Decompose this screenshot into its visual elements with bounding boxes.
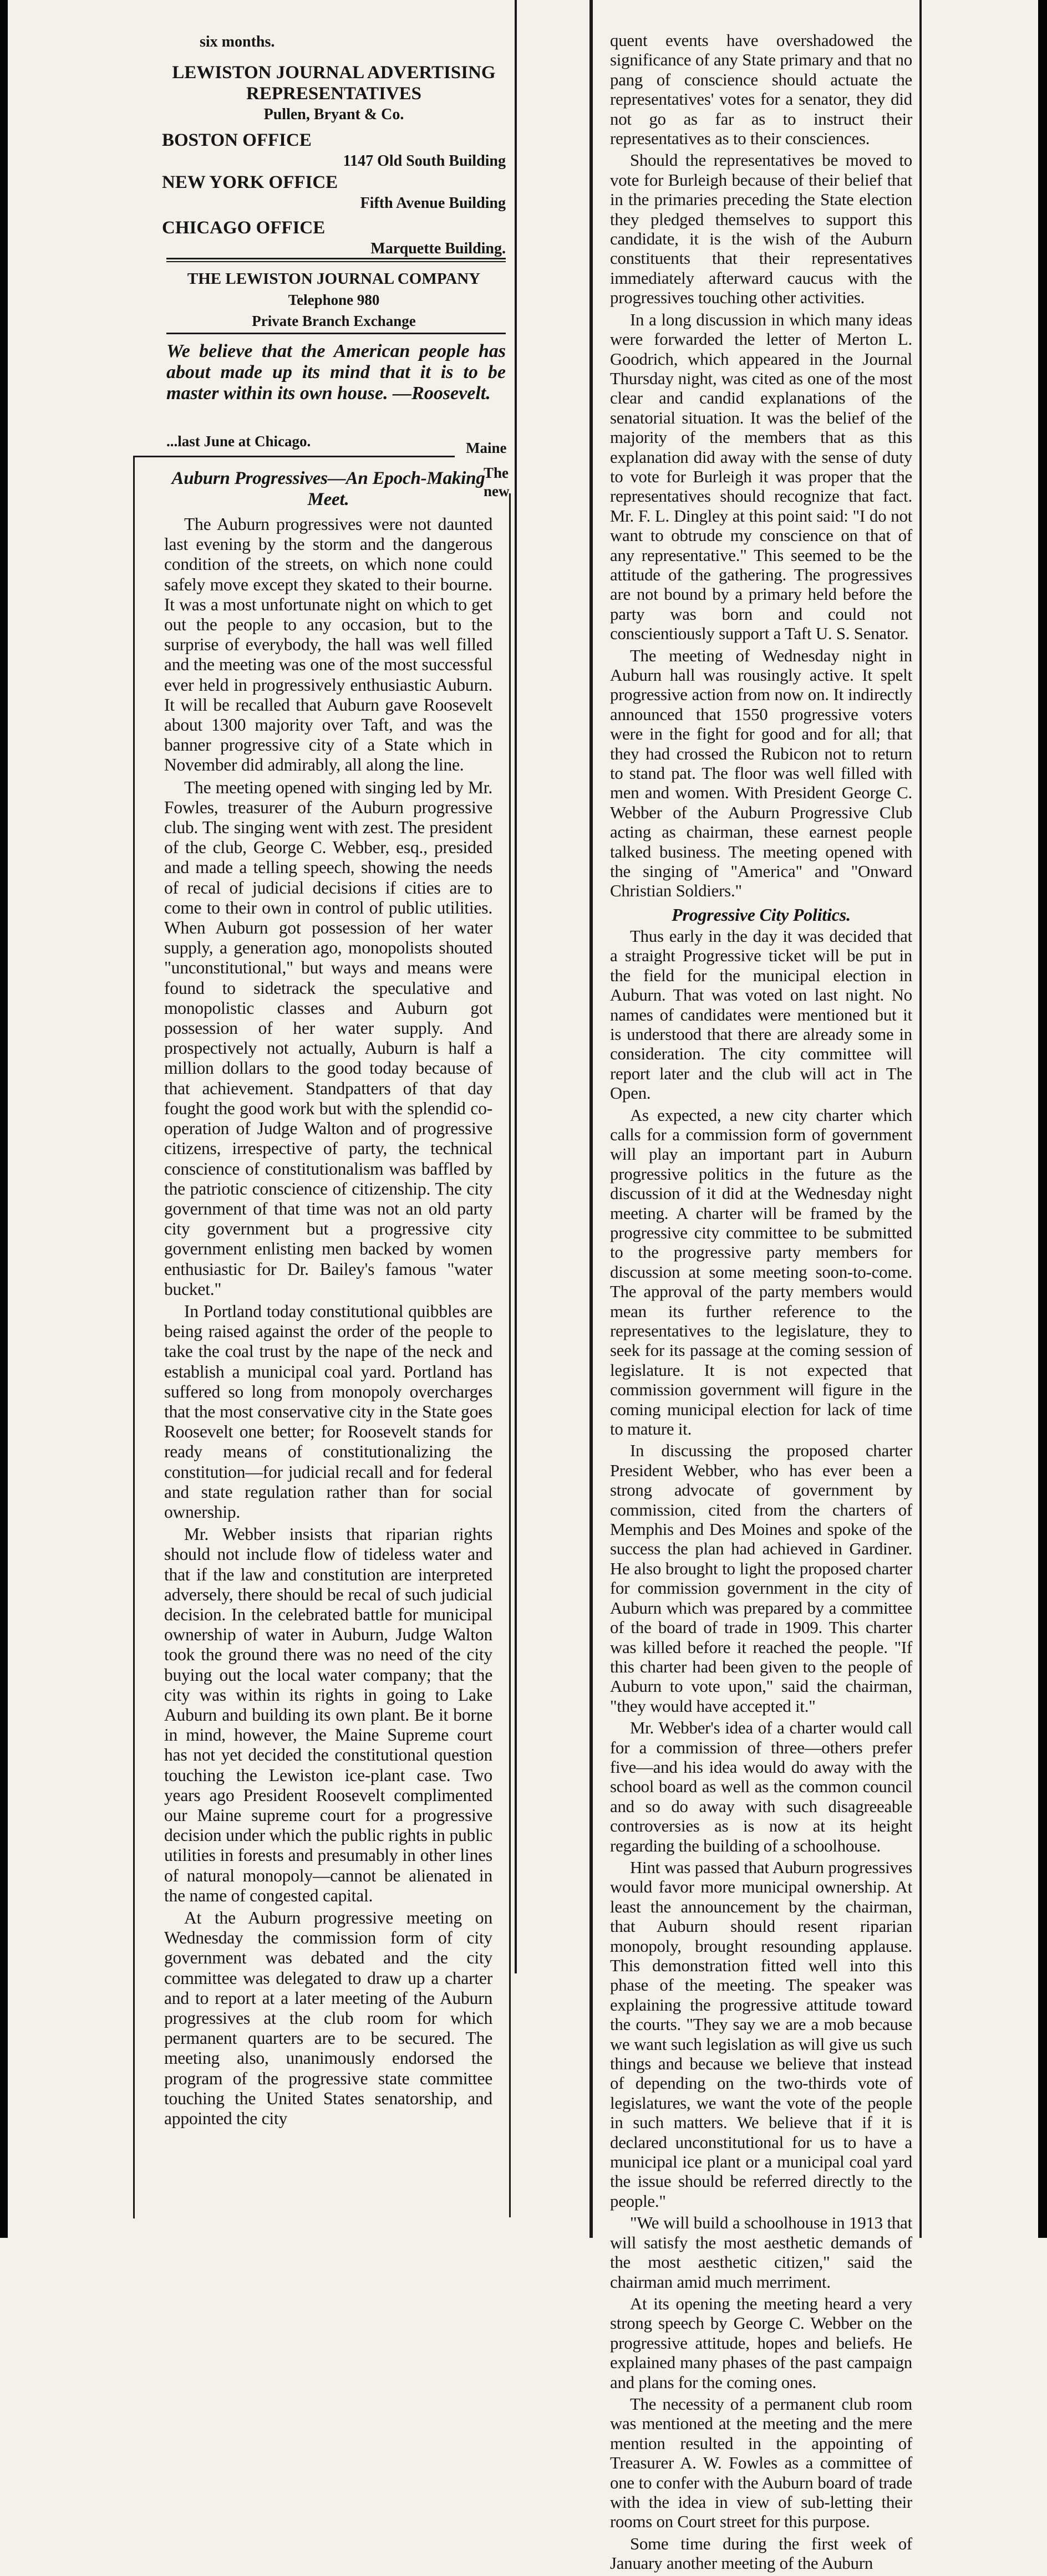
article-paragraph: The meeting of Wednesday night in Auburn hall was rousingly active. It spelt progressive action from now on. It indirectly announced that 1550 progressive voters were in the fight for good and for all; that they had crossed the Rubicon not to return to stand pat. The floor was well filled with men and women. With President George C. Webber of the Auburn Progressive Club acting as chairman, these earnest people talked business. The meeting opened with the singing of "America" and "Onward Christian Soldiers." bbox=[610, 646, 912, 901]
article-paragraph: Mr. Webber insists that riparian rights should not include flow of tideless water and that if the law and constitution are interpreted adversely, there should be recal of such judicial decision. In the celebrated battle for municipal ownership of water in Auburn, Judge Walton took the ground there was no need of the city buying out the local water company; that the city was within its rights in going to Lake Auburn and building its own plant. Be it borne in mind, however, the Maine Supreme court has not yet decided the constitutional question touching the Lewiston ice-plant case. Two years ago President Roosevelt complimented our Maine supreme court for a progressive decision under which the public rights in public utilities in forests and presumably in other lines of natural monopoly—cannot be alienated in the name of congested capital. bbox=[164, 1524, 492, 1905]
column-rule-left bbox=[515, 0, 517, 1973]
representatives-title: LEWISTON JOURNAL ADVERTISING REPRESENTATIVES bbox=[172, 63, 496, 104]
article-paragraph: As expected, a new city charter which calls for a commission form of government will play an important part in Auburn progressive politics in the future as the discussion of it did at the Wednesday night meeting. A charter will be framed by the progressive city committee to be submitted to the progressive party members for discussion at some meeting soon-to-come. The approval of the party members would mean its further reference to the representatives to the legislature, they to seek for its passage at the coming session of legislature. It is not expected that commission government will figure in the coming municipal election for lack of time to mature it. bbox=[610, 1105, 912, 1439]
article-paragraph: In discussing the proposed charter President Webber, who has ever been a strong advocate of government by commission, cited from the charters of Memphis and Des Moines and spoke of the success the plan had achieved in Gardiner. He also brought to light the proposed charter for commission government in the city of Auburn which was prepared by a committee of the board of trade in 1909. This charter was killed before it reached the people. "If this charter had been given to the people of Auburn to vote upon," said the chairman, "they would have accepted it." bbox=[610, 1441, 912, 1716]
article-paragraph: In a long discussion in which many ideas were forwarded the letter of Merton L. Goodrich, which appeared in the Journal Thursday night, was cited as one of the most clear and candid explanations of the senatorial situation. It was the belief of the majority of the members that as this explanation did away with the sense of duty to vote for Burleigh it was proper that the representatives should recognize that fact. Mr. F. L. Dingley at this point said: "I do not want to obtrude my conscience on that of any representative." This seemed to be the attitude of the gathering. The progressives are not bound by a primary held before the party was born and could not conscientiously support a Taft U. S. Senator. bbox=[610, 310, 912, 644]
article-paragraph: Hint was passed that Auburn progressives would favor more municipal ownership. At least the announcement by the chairman, that Auburn should resent riparian monopoly, brought resounding applause. This demonstration fitted well into this phase of the meeting. The speaker was explaining the progressive attitude toward the courts. "They say we are a mob because we want such legislation as will give us such things and because we believe that instead of depending on the two-thirds vote of legislatures, we want the vote of the people in such matters. We believe that if it is declared unconstitutional for us to have a municipal ice plant or a municipal coal yard the issue should be referred directly to the people." bbox=[610, 1858, 912, 2211]
article-paragraph: The necessity of a permanent club room was mentioned at the meeting and the mere mention resulted in the appointing of Treasurer A. W. Fowles as a committee of one to confer with the Auburn board of trade with the idea in view of sub-letting their rooms on Court street for this purpose. bbox=[610, 2394, 912, 2532]
article-subheading: Progressive City Politics. bbox=[672, 904, 851, 925]
article-paragraph: At its opening the meeting heard a very strong speech by George C. Webber on the progressive attitude, hopes and beliefs. He explained many phases of the past campaign and plans for the coming ones. bbox=[610, 2294, 912, 2392]
chicago-label: CHICAGO OFFICE bbox=[162, 218, 326, 238]
article-right-column bbox=[610, 31, 912, 2576]
quote-attribution: —Roosevelt. bbox=[393, 383, 491, 404]
article-border-top bbox=[133, 456, 455, 457]
masthead bbox=[162, 62, 506, 259]
roosevelt-quote bbox=[166, 341, 506, 404]
article-paragraph: "We will build a schoolhouse in 1913 that will satisfy the most aesthetic demands of the most aesthetic citizen," said the chairman amid much merriment. bbox=[610, 2213, 912, 2292]
article-border-left bbox=[133, 456, 135, 2218]
top-fragment: six months. bbox=[200, 33, 275, 50]
article-paragraph: In Portland today constitutional quibbles are being raised against the order of the people to take the coal trust by the nape of the neck and establish a municipal coal yard. Portland has suffered so long from monopoly overcharges that the most conservative city in the State goes Roosevelt one better; for Roosevelt stands for ready means of constitutionalizing the constitution—for judicial recall and for federal and state regulation rather than for social ownership. bbox=[164, 1301, 492, 1522]
article-paragraph: Thus early in the day it was decided that a straight Progressive ticket will be put in the field for the municipal election in Auburn. That was voted on last night. No names of candidates were mentioned but it is understood that there are already some in consideration. The city committee will report later and the club will act in The Open. bbox=[610, 926, 912, 1103]
column-rule-middle bbox=[589, 0, 593, 2238]
cut-fragment-left: ...last June at Chicago. bbox=[166, 433, 311, 450]
column-rule-right bbox=[919, 0, 922, 2238]
scan-edge-right bbox=[1038, 0, 1047, 2238]
boston-address: 1147 Old South Building bbox=[343, 152, 506, 170]
telephone: Telephone 980 bbox=[288, 292, 380, 308]
article-border-right bbox=[509, 493, 511, 2217]
article-left-column bbox=[164, 465, 492, 2131]
masthead-divider-1 bbox=[166, 258, 506, 259]
boston-label: BOSTON OFFICE bbox=[162, 130, 312, 150]
masthead-divider-2 bbox=[166, 261, 506, 262]
article-title: Auburn Progressives—An Epoch-Making Meet. bbox=[171, 468, 485, 509]
quote-text: We believe that the American people has about made up its mind that it is to be master within its own house. bbox=[166, 341, 506, 404]
newyork-address: Fifth Avenue Building bbox=[360, 195, 506, 212]
cut-fragment-right-3: new bbox=[484, 483, 510, 499]
article-paragraph: Should the representatives be moved to vote for Burleigh because of their belief that in the primaries preceding the State election they pledged themselves to support this candidate, it is the wish of the Auburn constituents that their representatives immediately afterward caucus with the progressives touching other activities. bbox=[610, 151, 912, 308]
article-paragraph: The Auburn progressives were not daunted last evening by the storm and the dangerous condition of the streets, on which none could safely move except they skated to their bourne. It was a most unfortunate night on which to get out the people to any occasion, but to the surprise of everybody, the hall was well filled and the meeting was one of the most successful ever held in progressively enthusiastic Auburn. It will be recalled that Auburn gave Roosevelt about 1300 majority over Taft, and was the banner progressive city of a State which in November did admirably, all along the line. bbox=[164, 514, 492, 775]
article-paragraph: At the Auburn progressive meeting on Wednesday the commission form of city government was debated and the city committee was delegated to draw up a charter and to report at a later meeting of the Auburn progressives at the club room for which permanent quarters are to be secured. The meeting also, unanimously endorsed the program of the progressive state committee touching the United States senatorship, and appointed the city bbox=[164, 1908, 492, 2129]
scan-edge-left bbox=[0, 0, 8, 2238]
exchange: Private Branch Exchange bbox=[252, 313, 416, 329]
company-block bbox=[162, 268, 506, 331]
cut-fragment-right-1: Maine bbox=[466, 440, 507, 456]
newyork-label: NEW YORK OFFICE bbox=[162, 172, 338, 192]
article-paragraph: quent events have overshadowed the significance of any State primary and that no pang of conscience should actuate the representatives' votes for a senator, they did not go as far as to instruct their representatives as to their consciences. bbox=[610, 31, 912, 149]
representatives-firm: Pullen, Bryant & Co. bbox=[263, 106, 404, 123]
article-paragraph: The meeting opened with singing led by Mr. Fowles, treasurer of the Auburn progressive club. The singing went with zest. The president of the club, George C. Webber, esq., presided and made a telling speech, showing the needs of recal of judicial decisions if cities are to come to their own in control of public utilities. When Auburn got possession of her water supply, a generation ago, monopolists shouted "unconstitutional," but ways and means were found to sidetrack the speculative and monopolistic classes and Auburn got possession of her water supply. And prospectively not actually, Auburn is half a million dollars to the good today because of that achievement. Standpatters of that day fought the good work but with the splendid co-operation of Judge Walton and of progressive citizens, irrespective of party, the technical conscience of constitutionalism was baffled by the patriotic conscience of citizenship. The city government of that time was not an old party city government but a progressive city government enlisting men backed by women enthusiastic for Dr. Bailey's famous "water bucket." bbox=[164, 777, 492, 1299]
company-name: THE LEWISTON JOURNAL COMPANY bbox=[187, 270, 481, 288]
cut-fragment-right-2: The bbox=[484, 465, 509, 481]
article-paragraph: Mr. Webber's idea of a charter would call for a commission of three—others prefer five—and his idea would do away with the school board as well as the common council and so do away with such disagreeable controversies as is now at its height regarding the building of a schoolhouse. bbox=[610, 1718, 912, 1855]
chicago-address: Marquette Building. bbox=[370, 240, 506, 257]
masthead-divider-3 bbox=[166, 333, 506, 334]
article-paragraph: Some time during the first week of January another meeting of the Auburn bbox=[610, 2534, 912, 2573]
